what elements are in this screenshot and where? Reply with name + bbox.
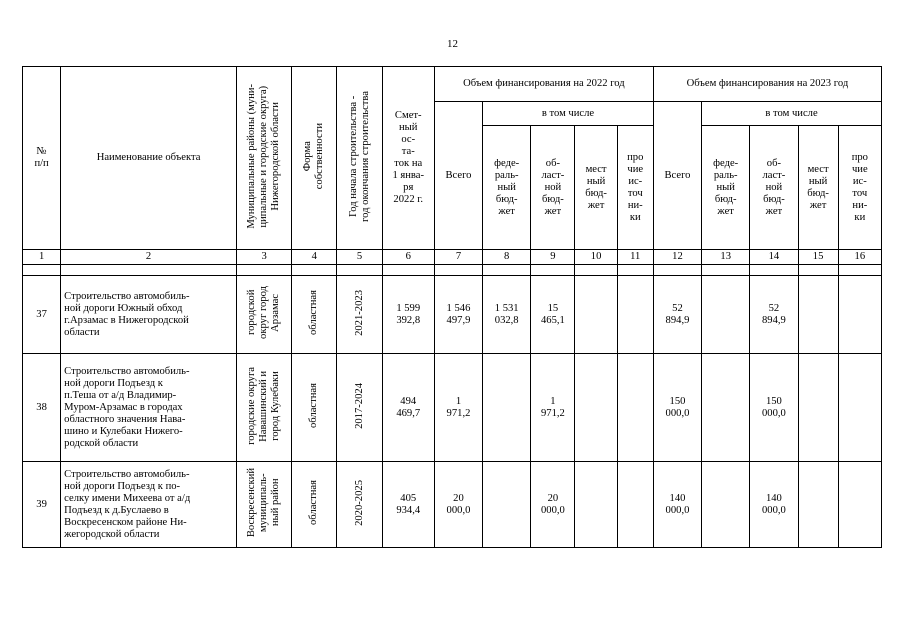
header-remaining: Смет- ный ос- та- ток на 1 янва- ря 2022 г. [382, 67, 434, 250]
object-name: Строительство автомобиль- ной дороги Подъезд к п.Теша от а/д Владимир- Муром-Арзамас в городах областного значения Нава- шино и Кулебаки Нижего- родской области [61, 354, 237, 462]
remaining-value: 405 934,4 [382, 462, 434, 548]
column-number: 10 [575, 250, 617, 265]
header-incl-2022: в том числе [483, 102, 654, 126]
table-row [23, 354, 882, 462]
ownership-cell [292, 354, 337, 462]
years-cell [337, 354, 382, 462]
municipality-cell [236, 354, 291, 462]
municipality: городские округа Навашинский и город Кулебаки [246, 366, 282, 445]
ownership: областная [308, 290, 320, 335]
total-2023: 52 894,9 [653, 276, 701, 354]
years: 2020-2025 [353, 479, 365, 526]
remaining-value: 1 599 392,8 [382, 276, 434, 354]
header-ownership: Форма собственности [302, 122, 326, 190]
ownership: областная [308, 480, 320, 525]
header-years: Год начала строительства - год окончания строительства [347, 90, 371, 222]
municipality-cell [236, 276, 291, 354]
regional-2023: 52 894,9 [750, 276, 798, 354]
header-fin2022: Объем финансирования на 2022 год [434, 67, 653, 102]
table-row [23, 276, 882, 354]
header-fin2023: Объем финансирования на 2023 год [653, 67, 881, 102]
years-cell [337, 462, 382, 548]
column-number: 5 [337, 250, 382, 265]
column-number: 13 [702, 250, 750, 265]
federal-2022 [483, 462, 531, 548]
municipality: городской округ город Арзамас [246, 286, 282, 339]
header-local-2023: мест ный бюд- жет [798, 126, 838, 250]
column-number: 2 [61, 250, 237, 265]
local-2022 [575, 354, 617, 462]
local-2023 [798, 276, 838, 354]
header-incl-2023: в том числе [702, 102, 882, 126]
other-2022 [617, 354, 653, 462]
header-other-2023: про чие ис- точ ни- ки [838, 126, 881, 250]
column-number: 15 [798, 250, 838, 265]
column-number: 8 [483, 250, 531, 265]
other-2022 [617, 462, 653, 548]
header-num: № п/п [23, 67, 61, 250]
regional-2022: 20 000,0 [531, 462, 575, 548]
header-local-2022: мест ный бюд- жет [575, 126, 617, 250]
total-2023: 150 000,0 [653, 354, 701, 462]
header-other-2022: про чие ис- точ ни- ки [617, 126, 653, 250]
row-number: 38 [23, 354, 61, 462]
column-number: 11 [617, 250, 653, 265]
header-federal-2023: феде- раль- ный бюд- жет [702, 126, 750, 250]
column-number: 12 [653, 250, 701, 265]
spacer-row [23, 265, 882, 276]
ownership-cell [292, 462, 337, 548]
ownership: областная [308, 383, 320, 428]
financing-table [22, 66, 882, 548]
other-2022 [617, 276, 653, 354]
local-2023 [798, 462, 838, 548]
total-2022: 1 546 497,9 [434, 276, 482, 354]
other-2023 [838, 462, 881, 548]
other-2023 [838, 276, 881, 354]
local-2022 [575, 276, 617, 354]
federal-2023 [702, 276, 750, 354]
regional-2022: 1 971,2 [531, 354, 575, 462]
regional-2023: 150 000,0 [750, 354, 798, 462]
total-2022: 1 971,2 [434, 354, 482, 462]
column-number-row [23, 250, 882, 265]
object-name: Строительство автомобиль- ной дороги Южный обход г.Арзамас в Нижегородской области [61, 276, 237, 354]
column-number: 4 [292, 250, 337, 265]
column-number: 9 [531, 250, 575, 265]
header-name: Наименование объекта [61, 67, 237, 250]
header-total-2022: Всего [434, 102, 482, 250]
municipality-cell [236, 462, 291, 548]
column-number: 3 [236, 250, 291, 265]
header-regional-2022: об- ласт- ной бюд- жет [531, 126, 575, 250]
column-number: 6 [382, 250, 434, 265]
federal-2022: 1 531 032,8 [483, 276, 531, 354]
federal-2023 [702, 462, 750, 548]
row-number: 39 [23, 462, 61, 548]
local-2023 [798, 354, 838, 462]
table-row [23, 462, 882, 548]
column-number: 16 [838, 250, 881, 265]
other-2023 [838, 354, 881, 462]
header-federal-2022: феде- раль- ный бюд- жет [483, 126, 531, 250]
municipality: Воскресенский муниципаль- ный район [246, 467, 282, 538]
ownership-cell [292, 276, 337, 354]
row-number: 37 [23, 276, 61, 354]
total-2022: 20 000,0 [434, 462, 482, 548]
years: 2021-2023 [353, 289, 365, 336]
column-number: 7 [434, 250, 482, 265]
total-2023: 140 000,0 [653, 462, 701, 548]
years: 2017-2024 [353, 382, 365, 429]
header-years-cell [337, 67, 382, 250]
header-total-2023: Всего [653, 102, 701, 250]
header-municipality-cell [236, 67, 291, 250]
header-regional-2023: об- ласт- ной бюд- жет [750, 126, 798, 250]
object-name: Строительство автомобиль- ной дороги Подъезд к по- селку имени Михеева от а/д Подъезд к д.Буслаево в Воскресенском районе Ни- жегородской области [61, 462, 237, 548]
local-2022 [575, 462, 617, 548]
column-number: 1 [23, 250, 61, 265]
header-municipality: Муниципальные районы (муни- ципальные и городские округа) Нижегородской области [246, 83, 282, 229]
regional-2023: 140 000,0 [750, 462, 798, 548]
federal-2022 [483, 354, 531, 462]
remaining-value: 494 469,7 [382, 354, 434, 462]
regional-2022: 15 465,1 [531, 276, 575, 354]
page-number: 12 [447, 38, 458, 50]
header-row-1 [23, 67, 882, 102]
column-number: 14 [750, 250, 798, 265]
years-cell [337, 276, 382, 354]
header-ownership-cell [292, 67, 337, 250]
federal-2023 [702, 354, 750, 462]
